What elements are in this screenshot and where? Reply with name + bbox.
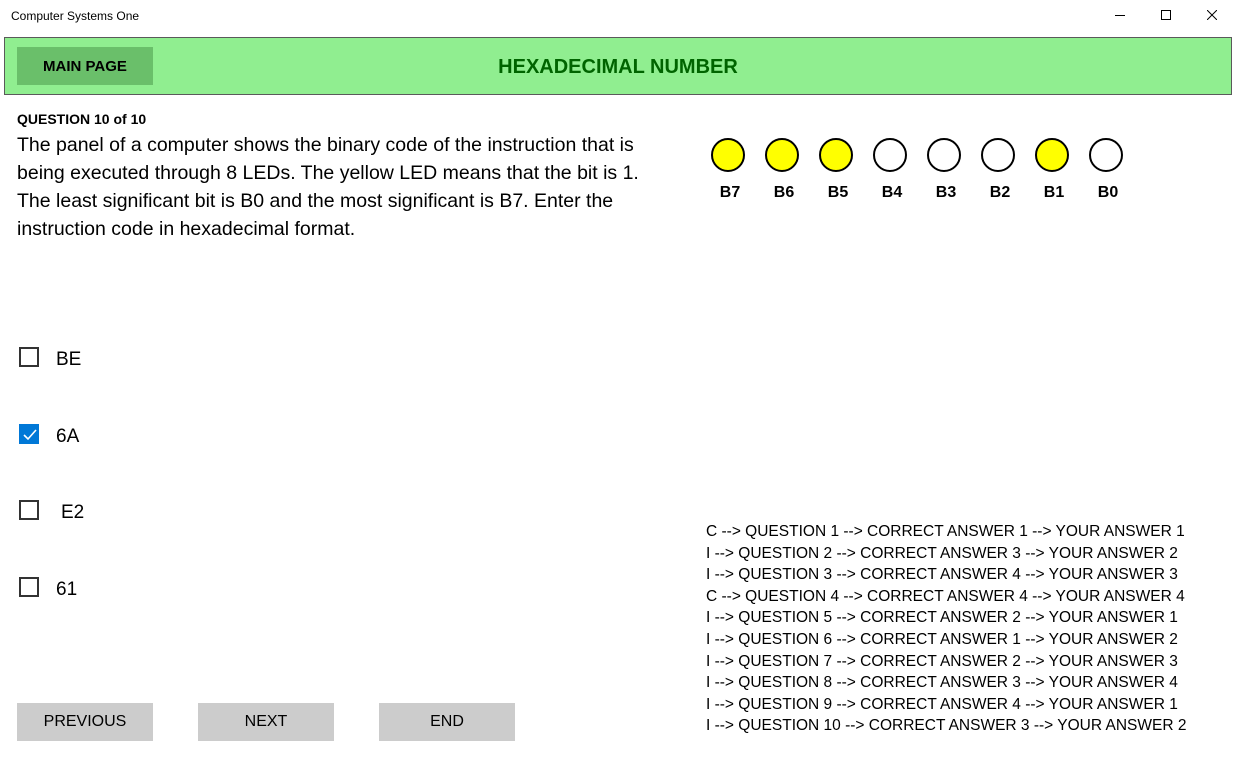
maximize-icon xyxy=(1161,10,1171,20)
end-button[interactable]: END xyxy=(379,703,515,741)
led-light xyxy=(1035,138,1069,172)
result-line: I --> QUESTION 6 --> CORRECT ANSWER 1 --> YOUR ANSWER 2 xyxy=(706,630,1178,648)
led-label: B1 xyxy=(1043,184,1065,201)
led-label: B6 xyxy=(773,184,795,201)
led-label: B5 xyxy=(827,184,849,201)
led-light xyxy=(927,138,961,172)
result-line: I --> QUESTION 7 --> CORRECT ANSWER 2 --> YOUR ANSWER 3 xyxy=(706,652,1178,670)
option-label: 61 xyxy=(56,579,78,600)
checkbox[interactable] xyxy=(19,347,39,367)
header-bar xyxy=(4,37,1232,95)
led-label: B2 xyxy=(989,184,1011,201)
question-number: QUESTION 10 of 10 xyxy=(17,111,147,127)
result-line: I --> QUESTION 8 --> CORRECT ANSWER 3 --> YOUR ANSWER 4 xyxy=(706,674,1178,692)
led-label: B7 xyxy=(719,184,741,201)
led-label: B3 xyxy=(935,184,957,201)
led-light xyxy=(1089,138,1123,172)
led-label: B4 xyxy=(881,184,903,201)
led-label: B0 xyxy=(1097,184,1119,201)
option-label: 6A xyxy=(56,426,80,447)
title-bar xyxy=(0,0,1236,34)
led-light xyxy=(873,138,907,172)
maximize-button[interactable] xyxy=(1143,0,1189,32)
result-line: I --> QUESTION 9 --> CORRECT ANSWER 4 --> YOUR ANSWER 1 xyxy=(706,695,1178,713)
app-title: Computer Systems One xyxy=(11,9,140,23)
result-line: C --> QUESTION 1 --> CORRECT ANSWER 1 --> YOUR ANSWER 1 xyxy=(706,523,1185,540)
next-button[interactable]: NEXT xyxy=(198,703,334,741)
close-button[interactable] xyxy=(1189,0,1235,32)
checkbox[interactable] xyxy=(19,577,39,597)
led-light xyxy=(819,138,853,172)
result-line: C --> QUESTION 4 --> CORRECT ANSWER 4 --> YOUR ANSWER 4 xyxy=(706,587,1185,605)
result-line: I --> QUESTION 5 --> CORRECT ANSWER 2 --> YOUR ANSWER 1 xyxy=(706,609,1178,627)
option-label: BE xyxy=(56,349,82,370)
minimize-icon xyxy=(1115,10,1125,20)
question-text: The panel of a computer shows the binary code of the instruction that is being executed through 8 LEDs. The yellow LED means that the bit is 1. The least significant bit is B0 and the most significant is B7. Enter the instruction code in hexadecimal format. xyxy=(17,134,639,240)
main-page-button[interactable]: MAIN PAGE xyxy=(17,47,153,85)
result-line: I --> QUESTION 2 --> CORRECT ANSWER 3 --> YOUR ANSWER 2 xyxy=(706,544,1178,562)
checkbox[interactable] xyxy=(19,424,39,444)
minimize-button[interactable] xyxy=(1097,0,1143,32)
close-icon xyxy=(1207,10,1217,20)
page-title: HEXADECIMAL NUMBER xyxy=(498,56,738,78)
checkbox[interactable] xyxy=(19,500,39,520)
result-line: I --> QUESTION 10 --> CORRECT ANSWER 3 --> YOUR ANSWER 2 xyxy=(706,717,1187,735)
option-label: E2 xyxy=(61,502,85,523)
result-line: I --> QUESTION 3 --> CORRECT ANSWER 4 --> YOUR ANSWER 3 xyxy=(706,566,1178,584)
led-light xyxy=(711,138,745,172)
led-light xyxy=(765,138,799,172)
led-light xyxy=(981,138,1015,172)
results-list xyxy=(706,521,1186,737)
checkmark-icon xyxy=(23,428,37,442)
previous-button[interactable]: PREVIOUS xyxy=(17,703,153,741)
